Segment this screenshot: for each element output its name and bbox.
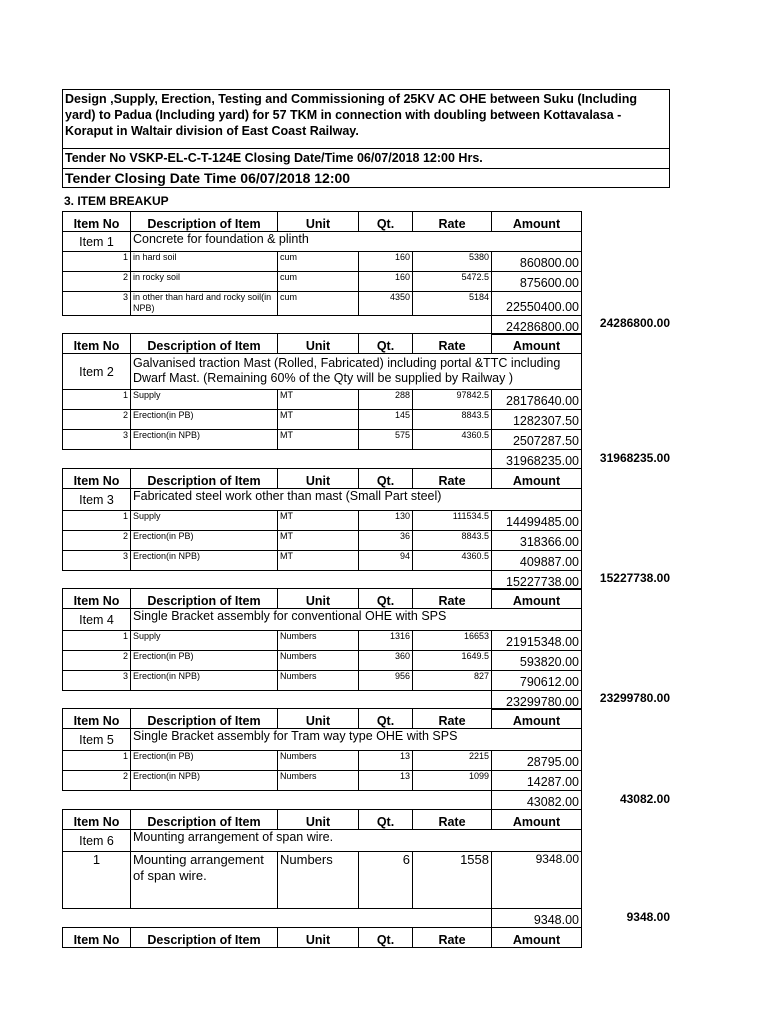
- sub-item-qty: 288: [359, 390, 413, 410]
- sub-item-rate: 1099: [413, 771, 492, 791]
- sub-item-amount: 9348.00: [492, 852, 582, 909]
- col-description: Description of Item: [131, 709, 278, 729]
- column-header-row: [63, 810, 582, 830]
- col-item-no: Item No: [63, 709, 131, 729]
- sub-item-rate: 4360.5: [413, 551, 492, 571]
- sub-item-desc: Erection(in NPB): [131, 671, 278, 691]
- item-grand-total: 15227738.00: [599, 571, 670, 585]
- sub-item-amount: 14499485.00: [492, 511, 582, 531]
- table-row: [63, 631, 582, 651]
- sub-item-unit: Numbers: [278, 651, 359, 671]
- table-row: [63, 390, 582, 410]
- column-header-row: [63, 469, 582, 489]
- sub-item-desc: Erection(in NPB): [131, 430, 278, 450]
- sub-item-amount: 790612.00: [492, 671, 582, 691]
- item-title-row: [63, 729, 582, 751]
- sub-item-unit: MT: [278, 511, 359, 531]
- table-row: [63, 430, 582, 450]
- sub-item-amount: 28178640.00: [492, 390, 582, 410]
- col-description: Description of Item: [131, 469, 278, 489]
- table-row: [63, 272, 582, 292]
- sub-item-desc: Erection(in PB): [131, 531, 278, 551]
- item-grand-total: 23299780.00: [599, 691, 670, 705]
- sub-item-no: 3: [63, 671, 131, 691]
- sub-item-qty: 13: [359, 771, 413, 791]
- table-row: [63, 551, 582, 571]
- sub-item-desc: Erection(in NPB): [131, 551, 278, 571]
- sub-item-desc: Supply: [131, 631, 278, 651]
- sub-item-unit: MT: [278, 551, 359, 571]
- sub-item-qty: 160: [359, 252, 413, 272]
- col-rate: Rate: [413, 469, 492, 489]
- sub-item-qty: 130: [359, 511, 413, 531]
- sub-item-rate: 4360.5: [413, 430, 492, 450]
- table-row: [63, 771, 582, 791]
- item-title: Single Bracket assembly for conventional OHE with SPS: [131, 609, 582, 631]
- sub-item-unit: cum: [278, 272, 359, 292]
- table-row: [63, 410, 582, 430]
- item-label: Item 3: [63, 489, 131, 511]
- item-title: Single Bracket assembly for Tram way type OHE with SPS: [131, 729, 582, 751]
- table-row: [63, 531, 582, 551]
- item-total-row: [63, 571, 582, 590]
- col-amount: Amount: [492, 709, 582, 729]
- tender-number: Tender No VSKP-EL-C-T-124E Closing Date/Time 06/07/2018 12:00 Hrs.: [62, 149, 670, 169]
- sub-item-rate: 1558: [413, 852, 492, 909]
- item-total-row: [63, 691, 582, 710]
- sub-item-qty: 145: [359, 410, 413, 430]
- sub-item-amount: 409887.00: [492, 551, 582, 571]
- sub-item-no: 1: [63, 751, 131, 771]
- col-qty: Qt.: [359, 212, 413, 232]
- sub-item-amount: 21915348.00: [492, 631, 582, 651]
- sub-item-rate: 5380: [413, 252, 492, 272]
- sub-item-no: 2: [63, 771, 131, 791]
- sub-item-no: 2: [63, 410, 131, 430]
- col-unit: Unit: [278, 589, 359, 609]
- column-header-row: [63, 212, 582, 232]
- tender-closing-date: Tender Closing Date Time 06/07/2018 12:00: [62, 169, 670, 188]
- sub-item-no: 1: [63, 852, 131, 909]
- col-description: Description of Item: [131, 334, 278, 354]
- col-qty: Qt.: [359, 810, 413, 830]
- section-title: 3. ITEM BREAKUP: [64, 194, 169, 208]
- col-qty: Qt.: [359, 589, 413, 609]
- sub-item-unit: MT: [278, 430, 359, 450]
- sub-item-unit: Numbers: [278, 671, 359, 691]
- item-label: Item 2: [63, 354, 131, 390]
- sub-item-rate: 97842.5: [413, 390, 492, 410]
- col-unit: Unit: [278, 928, 359, 948]
- item-table-3: [62, 468, 582, 590]
- sub-item-qty: 956: [359, 671, 413, 691]
- col-item-no: Item No: [63, 589, 131, 609]
- column-header-row: [63, 589, 582, 609]
- sub-item-amount: 860800.00: [492, 252, 582, 272]
- item-label: Item 6: [63, 830, 131, 852]
- col-rate: Rate: [413, 810, 492, 830]
- item-table-1: [62, 211, 582, 335]
- col-qty: Qt.: [359, 334, 413, 354]
- item-total: 23299780.00: [492, 691, 582, 710]
- item-grand-total: 24286800.00: [599, 316, 670, 330]
- col-rate: Rate: [413, 709, 492, 729]
- col-amount: Amount: [492, 810, 582, 830]
- item-table-7: [62, 927, 582, 948]
- sub-item-rate: 111534.5: [413, 511, 492, 531]
- col-item-no: Item No: [63, 212, 131, 232]
- item-grand-total: 31968235.00: [599, 451, 670, 465]
- col-description: Description of Item: [131, 928, 278, 948]
- col-item-no: Item No: [63, 469, 131, 489]
- item-total: 24286800.00: [492, 316, 582, 335]
- sub-item-rate: 8843.5: [413, 410, 492, 430]
- col-rate: Rate: [413, 589, 492, 609]
- sub-item-rate: 2215: [413, 751, 492, 771]
- item-table-6: [62, 809, 582, 928]
- sub-item-unit: Numbers: [278, 771, 359, 791]
- project-title: Design ,Supply, Erection, Testing and Commissioning of 25KV AC OHE between Suku (Including yard) to Padua (Including yard) for 57 TKM in connection with doubling between Kottavalasa - Koraput in Waltair division of East Coast Railway.: [62, 89, 670, 149]
- item-total-row: [63, 791, 582, 810]
- item-title-row: [63, 232, 582, 252]
- sub-item-unit: MT: [278, 531, 359, 551]
- item-grand-total: 9348.00: [626, 910, 670, 924]
- col-amount: Amount: [492, 928, 582, 948]
- col-amount: Amount: [492, 589, 582, 609]
- item-label: Item 4: [63, 609, 131, 631]
- sub-item-unit: Numbers: [278, 631, 359, 651]
- column-header-row: [63, 709, 582, 729]
- col-item-no: Item No: [63, 810, 131, 830]
- col-rate: Rate: [413, 334, 492, 354]
- col-amount: Amount: [492, 469, 582, 489]
- item-total-row: [63, 316, 582, 335]
- item-title: Fabricated steel work other than mast (Small Part steel): [131, 489, 582, 511]
- col-unit: Unit: [278, 212, 359, 232]
- sub-item-unit: MT: [278, 390, 359, 410]
- col-qty: Qt.: [359, 469, 413, 489]
- item-table-4: [62, 588, 582, 710]
- item-total: 15227738.00: [492, 571, 582, 590]
- item-table-5: [62, 708, 582, 810]
- table-row: [63, 671, 582, 691]
- item-title-row: [63, 354, 582, 390]
- item-label: Item 5: [63, 729, 131, 751]
- col-description: Description of Item: [131, 589, 278, 609]
- sub-item-no: 3: [63, 551, 131, 571]
- sub-item-amount: 28795.00: [492, 751, 582, 771]
- sub-item-rate: 5184: [413, 292, 492, 316]
- item-total-row: [63, 450, 582, 469]
- sub-item-amount: 1282307.50: [492, 410, 582, 430]
- table-row: [63, 252, 582, 272]
- item-title-row: [63, 609, 582, 631]
- col-item-no: Item No: [63, 928, 131, 948]
- col-qty: Qt.: [359, 928, 413, 948]
- sub-item-desc: Erection(in PB): [131, 751, 278, 771]
- sub-item-unit: cum: [278, 292, 359, 316]
- sub-item-desc: Supply: [131, 511, 278, 531]
- table-row: [63, 852, 582, 909]
- sub-item-amount: 593820.00: [492, 651, 582, 671]
- col-unit: Unit: [278, 469, 359, 489]
- table-row: [63, 292, 582, 316]
- sub-item-no: 3: [63, 430, 131, 450]
- sub-item-no: 2: [63, 651, 131, 671]
- sub-item-desc: Erection(in PB): [131, 410, 278, 430]
- col-amount: Amount: [492, 334, 582, 354]
- table-row: [63, 651, 582, 671]
- sub-item-amount: 875600.00: [492, 272, 582, 292]
- col-unit: Unit: [278, 334, 359, 354]
- sub-item-qty: 1316: [359, 631, 413, 651]
- item-table-2: [62, 333, 582, 469]
- item-total-row: [63, 909, 582, 928]
- sub-item-unit: cum: [278, 252, 359, 272]
- sub-item-amount: 2507287.50: [492, 430, 582, 450]
- sub-item-desc: in rocky soil: [131, 272, 278, 292]
- col-amount: Amount: [492, 212, 582, 232]
- sub-item-rate: 16653: [413, 631, 492, 651]
- sub-item-qty: 36: [359, 531, 413, 551]
- item-title-row: [63, 830, 582, 852]
- item-grand-total: 43082.00: [619, 792, 670, 806]
- sub-item-rate: 5472.5: [413, 272, 492, 292]
- sub-item-no: 1: [63, 631, 131, 651]
- item-title: Galvanised traction Mast (Rolled, Fabricated) including portal &TTC including Dwarf Mast. (Remaining 60% of the Qty will be supplied by Railway ): [131, 354, 582, 390]
- sub-item-unit: Numbers: [278, 852, 359, 909]
- sub-item-no: 1: [63, 511, 131, 531]
- sub-item-desc: Erection(in PB): [131, 651, 278, 671]
- col-qty: Qt.: [359, 709, 413, 729]
- sub-item-unit: MT: [278, 410, 359, 430]
- sub-item-no: 3: [63, 292, 131, 316]
- sub-item-rate: 827: [413, 671, 492, 691]
- sub-item-desc: Erection(in NPB): [131, 771, 278, 791]
- sub-item-qty: 4350: [359, 292, 413, 316]
- sub-item-desc: in hard soil: [131, 252, 278, 272]
- column-header-row: [63, 334, 582, 354]
- item-title-row: [63, 489, 582, 511]
- item-title: Mounting arrangement of span wire.: [131, 830, 582, 852]
- sub-item-qty: 360: [359, 651, 413, 671]
- sub-item-no: 1: [63, 390, 131, 410]
- sub-item-unit: Numbers: [278, 751, 359, 771]
- table-row: [63, 751, 582, 771]
- sub-item-qty: 160: [359, 272, 413, 292]
- item-title: Concrete for foundation & plinth: [131, 232, 582, 252]
- sub-item-qty: 94: [359, 551, 413, 571]
- col-rate: Rate: [413, 212, 492, 232]
- col-description: Description of Item: [131, 212, 278, 232]
- sub-item-desc: Mounting arrangement of span wire.: [131, 852, 278, 909]
- col-unit: Unit: [278, 709, 359, 729]
- sub-item-amount: 14287.00: [492, 771, 582, 791]
- table-row: [63, 511, 582, 531]
- sub-item-qty: 575: [359, 430, 413, 450]
- column-header-row: [63, 928, 582, 948]
- col-unit: Unit: [278, 810, 359, 830]
- sub-item-qty: 13: [359, 751, 413, 771]
- item-total: 31968235.00: [492, 450, 582, 469]
- sub-item-no: 1: [63, 252, 131, 272]
- item-total: 9348.00: [492, 909, 582, 928]
- col-item-no: Item No: [63, 334, 131, 354]
- sub-item-desc: Supply: [131, 390, 278, 410]
- sub-item-rate: 8843.5: [413, 531, 492, 551]
- sub-item-desc: in other than hard and rocky soil(in NPB): [131, 292, 278, 316]
- sub-item-no: 2: [63, 272, 131, 292]
- sub-item-amount: 318366.00: [492, 531, 582, 551]
- col-description: Description of Item: [131, 810, 278, 830]
- item-label: Item 1: [63, 232, 131, 252]
- sub-item-no: 2: [63, 531, 131, 551]
- col-rate: Rate: [413, 928, 492, 948]
- item-total: 43082.00: [492, 791, 582, 810]
- sub-item-rate: 1649.5: [413, 651, 492, 671]
- sub-item-qty: 6: [359, 852, 413, 909]
- sub-item-amount: 22550400.00: [492, 292, 582, 316]
